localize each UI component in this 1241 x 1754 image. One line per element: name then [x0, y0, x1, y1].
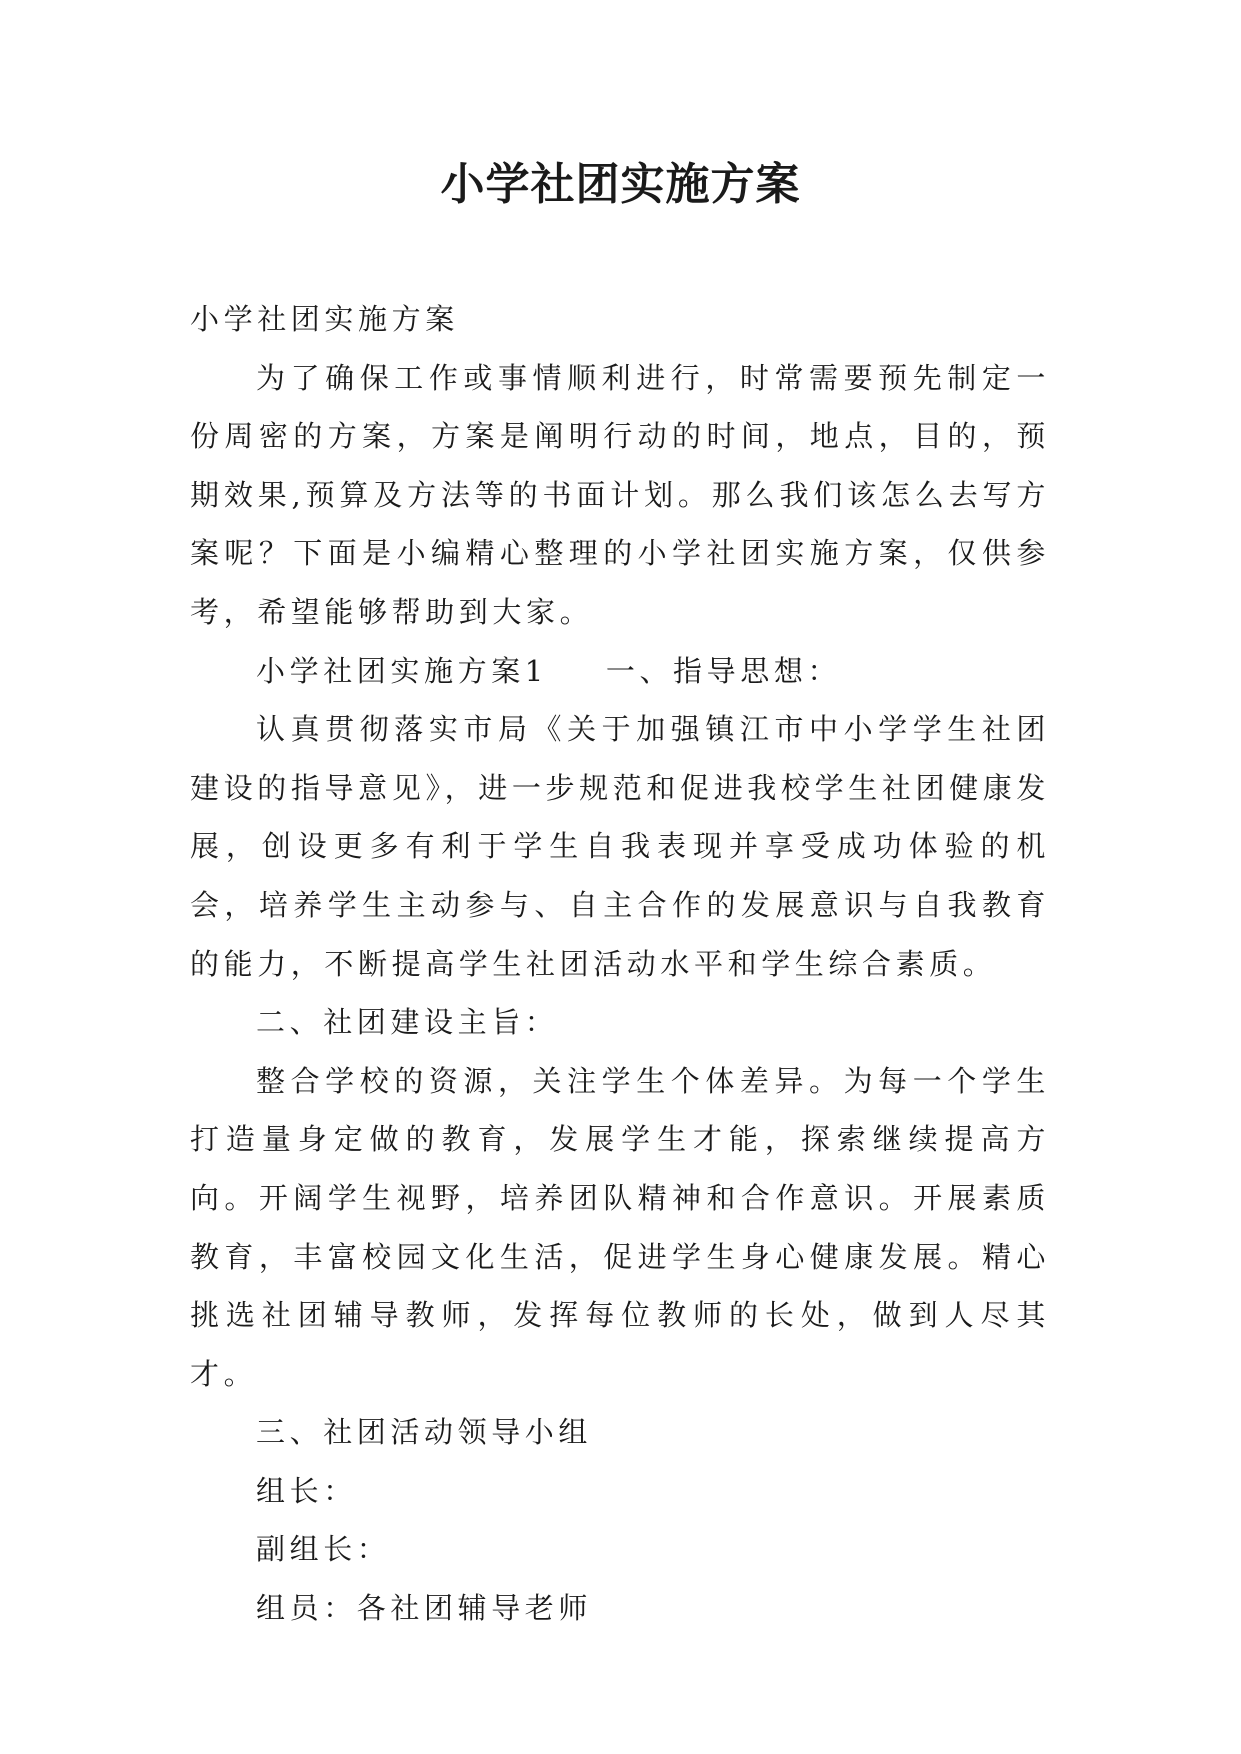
paragraph-intro: 为了确保工作或事情顺利进行，时常需要预先制定一份周密的方案，方案是阐明行动的时间，地点，目的，预期效果,预算及方法等的书面计划。那么我们该怎么去写方案呢？下面是小编精心整理的小学社团实施方案，仅供参考，希望能够帮助到大家。 [190, 360, 1050, 629]
document-title: 小学社团实施方案 [440, 159, 801, 210]
paragraph-heading: 小学社团实施方案 [190, 302, 459, 336]
deputy-leader-line: 副组长： [256, 1532, 391, 1567]
paragraph-guiding-thought: 认真贯彻落实市局《关于加强镇江市中小学学生社团建设的指导意见》，进一步规范和促进我校学生社团健康发展，创设更多有利于学生自我表现并享受成功体验的机会，培养学生主动参与、自主合作的发展意识与自我教育的能力，不断提高学生社团活动水平和学生综合素质。 [190, 712, 1050, 981]
document-body [190, 290, 1050, 1638]
paragraph-purpose: 整合学校的资源，关注学生个体差异。为每一个学生打造量身定做的教育，发展学生才能，探索继续提高方向。开阔学生视野，培养团队精神和合作意识。开展素质教育，丰富校园文化生活，促进学生身心健康发展。精心挑选社团辅导教师，发挥每位教师的长处，做到人尽其才。 [190, 1063, 1050, 1391]
section-heading-guiding-thought: 一、指导思想： [605, 653, 842, 688]
paragraph-section-one [190, 642, 1050, 701]
plan-number-label: 小学社团实施方案1 [256, 653, 548, 688]
section-heading-leadership: 三、社团活动领导小组 [256, 1415, 593, 1450]
members-line: 组员：各社团辅导老师 [256, 1591, 593, 1626]
leader-line: 组长： [256, 1473, 357, 1508]
section-heading-purpose: 二、社团建设主旨： [256, 1005, 559, 1040]
